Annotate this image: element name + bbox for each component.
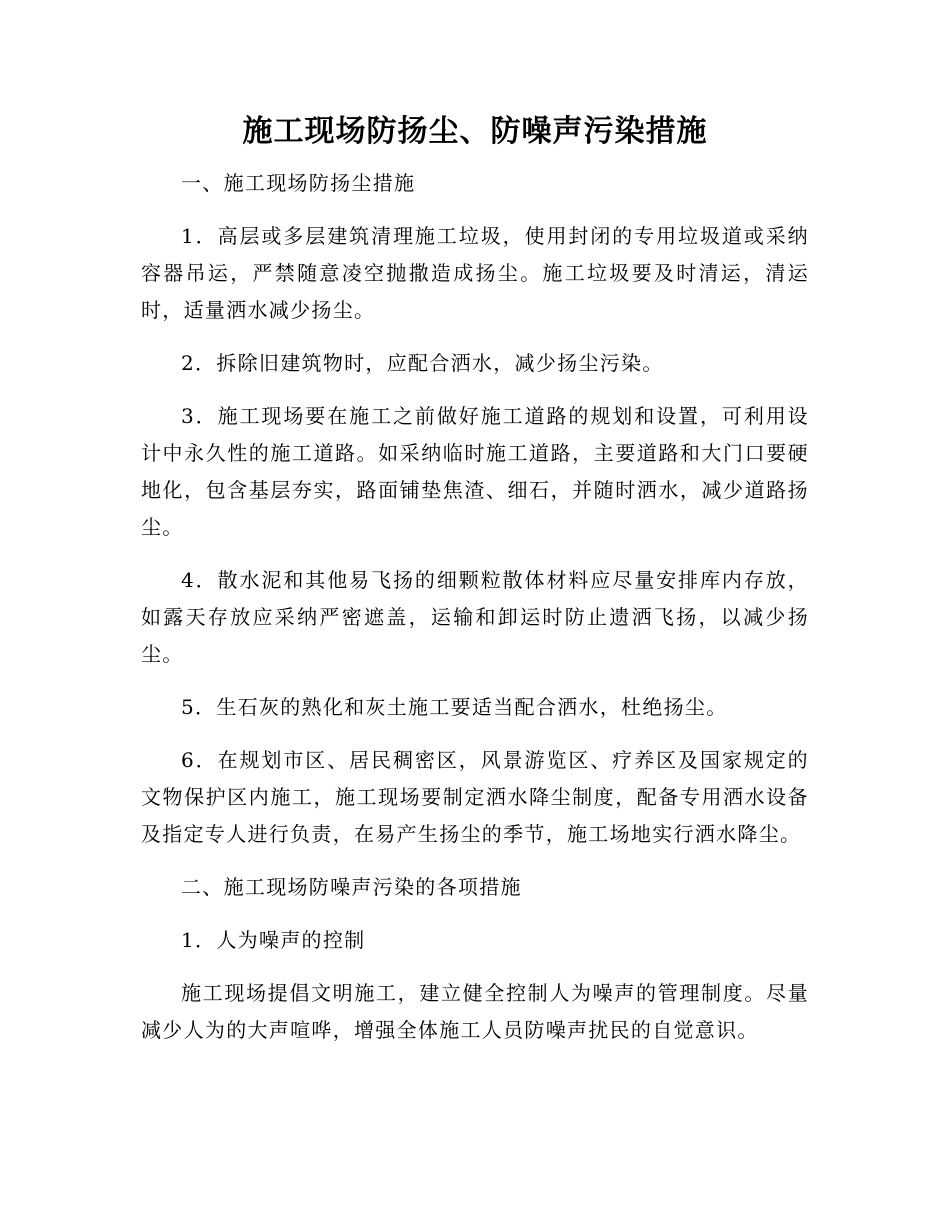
- dust-measure-5: 5．生石灰的熟化和灰土施工要适当配合洒水，杜绝扬尘。: [181, 695, 728, 719]
- document-title: 施工现场防扬尘、防噪声污染措施: [242, 114, 708, 149]
- noise-subheading-1: 1．人为噪声的控制: [181, 928, 366, 952]
- dust-measure-3: 3．施工现场要在施工之前做好施工道路的规划和设置，可利用设计中永久性的施工道路。如采纳临时施工道路，主要道路和大门口要硬地化，包含基层夯实，路面铺垫焦渣、细石，并随时洒水，减少道路扬尘。: [141, 404, 809, 539]
- section-heading-dust: 一、施工现场防扬尘措施: [181, 171, 416, 195]
- dust-measure-4: 4．散水泥和其他易飞扬的细颗粒散体材料应尽量安排库内存放，如露天存放应采纳严密遮盖，运输和卸运时防止遗洒飞扬，以减少扬尘。: [141, 568, 809, 666]
- noise-measure-text: 施工现场提倡文明施工，建立健全控制人为噪声的管理制度。尽量减少人为的大声喧哗，增强全体施工人员防噪声扰民的自觉意识。: [141, 981, 809, 1042]
- document-body: [141, 165, 809, 1065]
- dust-measure-2: 2．拆除旧建筑物时，应配合洒水，减少扬尘污染。: [181, 351, 664, 375]
- section-heading-noise: 二、施工现场防噪声污染的各项措施: [181, 875, 522, 899]
- dust-measure-1: 1．高层或多层建筑清理施工垃圾，使用封闭的专用垃圾道或采纳容器吊运，严禁随意凌空抛撒造成扬尘。施工垃圾要及时清运，清运时，适量洒水减少扬尘。: [141, 224, 809, 322]
- dust-measure-6: 6．在规划市区、居民稠密区，风景游览区、疗养区及国家规定的文物保护区内施工，施工现场要制定洒水降尘制度，配备专用洒水设备及指定专人进行负责，在易产生扬尘的季节，施工场地实行洒水降尘。: [141, 748, 809, 846]
